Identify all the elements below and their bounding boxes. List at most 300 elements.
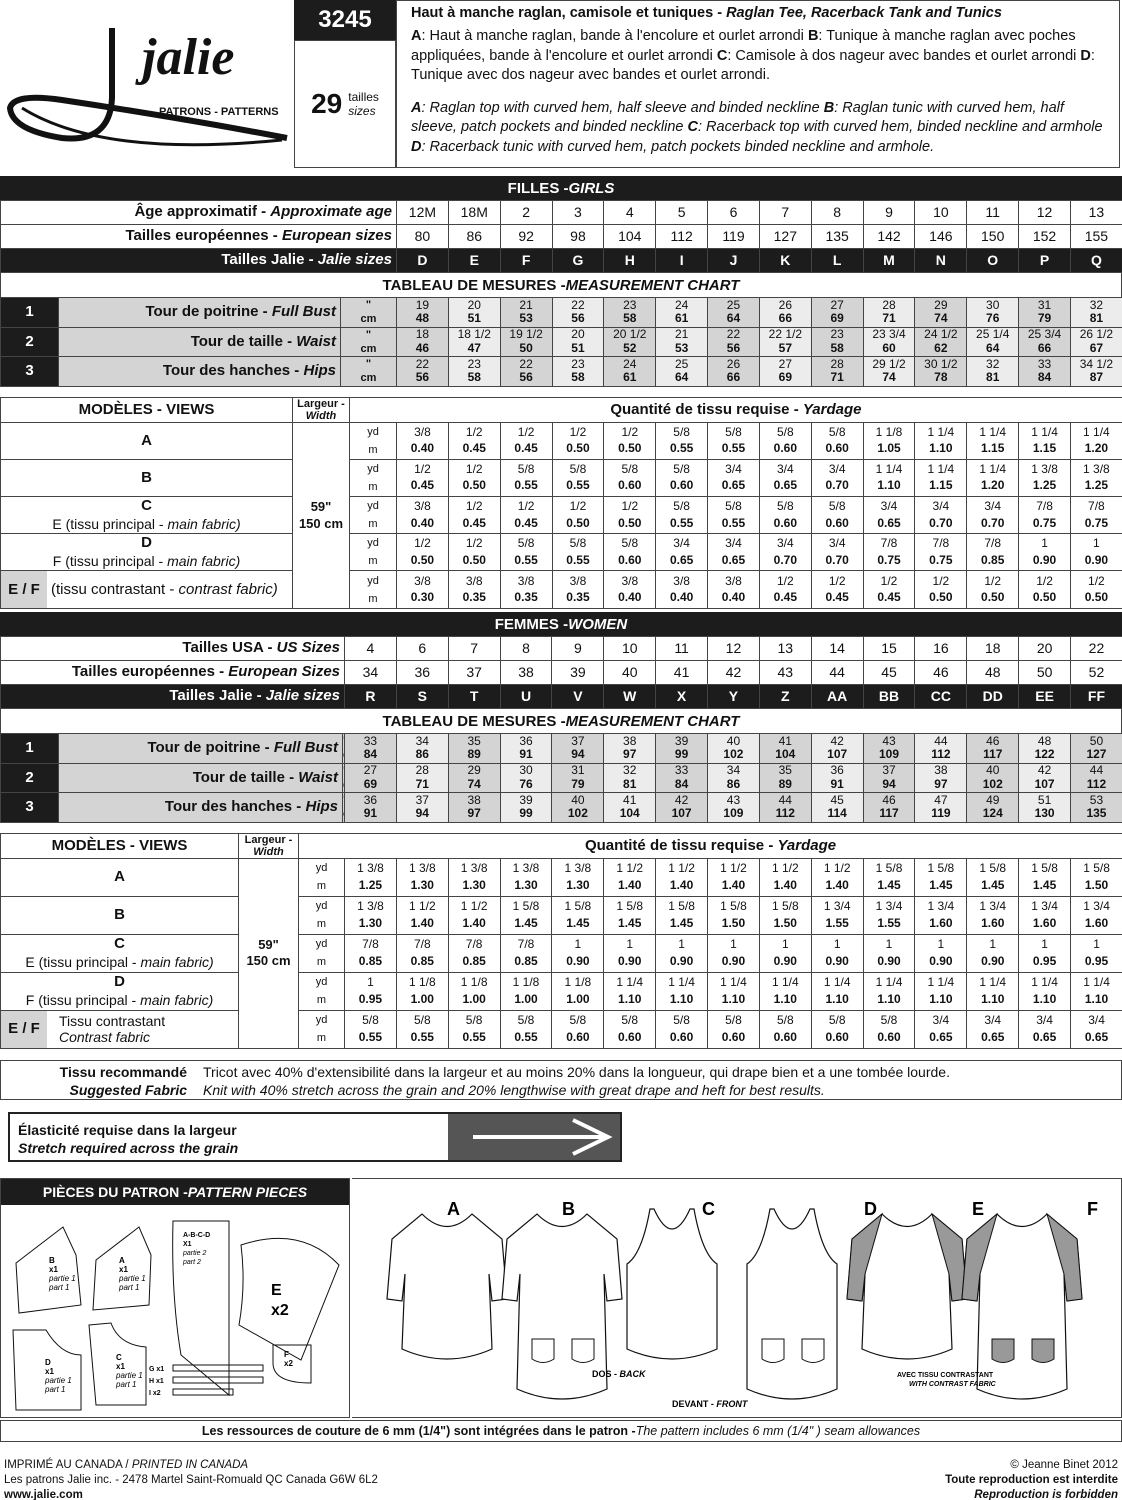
- fabric-label-fr: Tissu recommandé: [59, 1064, 187, 1080]
- yard-m: 1.45: [929, 877, 953, 892]
- measure-inch: 44: [934, 733, 948, 748]
- view-label-d: D: [864, 1199, 877, 1219]
- girls-yard-cell: [708, 496, 760, 533]
- yard-m: 0.65: [877, 515, 901, 530]
- women-size-cell: 9: [552, 637, 604, 661]
- women-size-cell: Z: [759, 685, 811, 709]
- fabric-label-en: Suggested Fabric: [69, 1082, 187, 1099]
- yard-yd: 1/2: [465, 536, 483, 551]
- yard-yd: 1: [626, 937, 634, 952]
- girls-yard-cell: [448, 459, 500, 496]
- women-yard-cell: [448, 896, 500, 934]
- measure-inch: 22: [415, 356, 430, 371]
- yard-m: 1.45: [514, 915, 538, 930]
- yard-yd: 1 1/8: [512, 975, 540, 990]
- measure-cm: 71: [882, 311, 896, 326]
- yard-yd: 5/8: [673, 1013, 690, 1028]
- view-letter: D: [141, 534, 152, 552]
- girls-size-cell: 6: [708, 201, 760, 225]
- girls-yard-cell: [500, 422, 552, 459]
- front-label: DEVANT - FRONT: [672, 1399, 748, 1409]
- sizes-en: sizes: [348, 104, 376, 118]
- women-size-cell: 50: [1019, 661, 1071, 685]
- girls-yard-cell: [863, 534, 915, 571]
- women-measure-cell: [396, 793, 448, 823]
- yard-yd: 3/8: [517, 573, 535, 588]
- contrast-tag: E / F: [1, 571, 47, 608]
- girls-yard-cell: [759, 534, 811, 571]
- women-yard-cell: [1019, 896, 1071, 934]
- girls-size-cell: K: [759, 249, 811, 273]
- women-yard-cell: [811, 858, 863, 896]
- measure-cm: 56: [519, 370, 533, 385]
- title: [411, 4, 1105, 23]
- yard-m: 0.90: [566, 953, 590, 968]
- girls-measure-units: [341, 357, 397, 387]
- qty-fr: Quantité de tissu requise -: [584, 836, 778, 854]
- women-size-table: [0, 636, 1122, 709]
- girls-yard-cell: [656, 571, 708, 609]
- women-view-label: [1, 1010, 239, 1048]
- desc-fr-text-3: : Tunique avec dos nageur avec bandes et ourlet arrondi.: [411, 47, 1095, 83]
- women-width-header: [239, 833, 299, 858]
- yard-yd: 1 3/8: [1031, 461, 1058, 476]
- girls-row-label-fr: Âge approximatif -: [134, 203, 271, 221]
- logo-swoosh-icon: [2, 8, 292, 158]
- girls-size-cell: 152: [1019, 225, 1071, 249]
- measure-cm: 107: [671, 806, 692, 821]
- yard-yd: 1 5/8: [564, 899, 592, 914]
- yard-yd: 7/8: [932, 536, 950, 551]
- yard-m: 0.60: [825, 1029, 849, 1044]
- yard-m: 1.40: [773, 877, 797, 892]
- girls-measure-index: 3: [1, 357, 59, 387]
- yard-m: 1.60: [1084, 915, 1109, 930]
- measure-inch: 30: [519, 763, 533, 778]
- yard-m: 0.45: [877, 590, 901, 605]
- women-yard-cell: [345, 896, 397, 934]
- desc-en-text-1: : Raglan tunic with curved hem, half sleeve, patch pockets and binded neckline: [411, 100, 1064, 136]
- yard-yd: 5/8: [673, 498, 690, 513]
- unit-yd: yd: [315, 1014, 328, 1027]
- unit-yd: yd: [315, 976, 328, 989]
- yard-yd: 1/2: [414, 461, 431, 476]
- yard-m: 0.90: [929, 953, 953, 968]
- measure-cm: 117: [983, 747, 1003, 762]
- yard-m: 0.60: [721, 1029, 746, 1044]
- yard-m: 0.65: [773, 478, 797, 493]
- women-yard-cell: [604, 896, 656, 934]
- yard-m: 0.55: [358, 1029, 383, 1044]
- women-measure-cell: [759, 763, 811, 793]
- patch-pocket: [1032, 1339, 1054, 1363]
- measure-cm: 74: [882, 370, 896, 385]
- girls-size-cell: 12M: [397, 201, 449, 225]
- girls-yard-cell: [863, 422, 915, 459]
- measure-inch: 29: [934, 297, 948, 312]
- yard-m: 0.85: [410, 953, 434, 968]
- girls-measure-cell: [552, 327, 604, 357]
- yard-yd: 1 1/2: [668, 861, 695, 876]
- piece-a-b-c-d: A-B-C-D X1 partie 2 part 2: [183, 1232, 211, 1266]
- yard-m: 0.55: [410, 1029, 434, 1044]
- yard-yd: 1 3/4: [979, 899, 1007, 914]
- yard-m: 1.10: [1084, 991, 1109, 1006]
- yard-yd: 1 5/8: [668, 899, 695, 914]
- yard-yd: 1/2: [1088, 573, 1105, 588]
- yard-yd: 1 1/8: [875, 424, 903, 439]
- girls-yard-cell: [967, 459, 1019, 496]
- women-yard-cell: [656, 858, 708, 896]
- measure-inch: 24 1/2: [924, 327, 958, 342]
- girls-yard-cell: [552, 422, 604, 459]
- yard-m: 1.55: [825, 915, 849, 930]
- girls-measure-cell: [500, 357, 552, 387]
- measure-cm: 94: [882, 776, 896, 791]
- women-measure-cell: [967, 734, 1019, 764]
- girls-yard-cell: [397, 459, 449, 496]
- yard-yd: 3/4: [880, 498, 898, 513]
- yard-m: 1.10: [1032, 991, 1057, 1006]
- girls-yard-cell: [1019, 496, 1071, 533]
- measure-cm: 74: [934, 311, 948, 326]
- girls-yard-cell: [500, 534, 552, 571]
- women-measure-cell: [1071, 734, 1122, 764]
- measure-cm: 64: [986, 340, 1000, 355]
- girls-measure-label: [59, 357, 341, 387]
- yard-m: 0.60: [618, 478, 642, 493]
- yard-yd: 3/4: [776, 536, 794, 551]
- girls-measure-cell: [811, 298, 863, 328]
- yard-m: 0.85: [514, 953, 538, 968]
- yard-yd: 1: [678, 937, 685, 952]
- women-yard-cell: [552, 934, 604, 972]
- girls-measure-cell: [448, 327, 500, 357]
- yard-yd: 3/4: [932, 1013, 950, 1028]
- measure-inch: 39: [674, 733, 689, 748]
- garment-views: [352, 1178, 1122, 1418]
- width-cm: 150 cm: [298, 515, 344, 531]
- desc-en-key-2: C: [687, 119, 698, 136]
- yard-m: 0.60: [566, 1029, 590, 1044]
- yard-yd: 1: [730, 937, 737, 952]
- women-yard-cell: [708, 1010, 760, 1048]
- title-en: Raglan Tee, Racerback Tank and Tunics: [726, 5, 1002, 21]
- girls-measure-cell: [1070, 327, 1122, 357]
- yard-m: 0.70: [825, 478, 849, 493]
- yard-yd: 7/8: [465, 937, 483, 952]
- women-measure-cell: [656, 793, 708, 823]
- women-measure-index: 3: [1, 793, 59, 823]
- yard-yd: 5/8: [725, 498, 742, 513]
- women-yard-cell: [708, 972, 760, 1010]
- yard-yd: 1 1/4: [616, 975, 644, 990]
- yard-m: 0.30: [410, 590, 435, 605]
- unit-yd: yd: [315, 862, 328, 875]
- girls-size-cell: O: [967, 249, 1019, 273]
- women-size-cell: 38: [500, 661, 552, 685]
- yard-m: 0.35: [514, 590, 538, 605]
- girls-view-label: [1, 459, 293, 496]
- measure-inch: 20 1/2: [613, 327, 647, 342]
- girls-yard-units: [350, 496, 397, 533]
- measure-cm: 50: [519, 340, 533, 355]
- women-size-cell: 18: [967, 637, 1019, 661]
- measure-cm: 117: [879, 806, 899, 821]
- women-yard-cell: [396, 934, 448, 972]
- women-measure-cell: [863, 763, 915, 793]
- girls-measure-cell: [759, 357, 811, 387]
- yard-yd: 1 3/8: [512, 861, 540, 876]
- girls-size-cell: 155: [1070, 225, 1122, 249]
- girls-row-label: [1, 249, 397, 273]
- yard-yd: 1 3/4: [927, 899, 955, 914]
- yard-m: 0.60: [669, 478, 694, 493]
- yard-yd: 3/4: [725, 461, 742, 476]
- girls-size-cell: F: [500, 249, 552, 273]
- view-letter: C: [114, 935, 125, 953]
- measure-cm: 81: [623, 776, 637, 791]
- yard-yd: 5/8: [776, 424, 794, 439]
- measure-inch: 44: [1089, 763, 1104, 778]
- measure-cm: 69: [830, 311, 844, 326]
- women-yard-cell: [345, 972, 397, 1010]
- women-measure-cell: [345, 763, 397, 793]
- women-measure-cell: [1071, 763, 1122, 793]
- desc-fr-text-0: : Haut à manche raglan, bande à l'encolure et ourlet arrondi: [421, 28, 808, 45]
- measure-cm: 97: [467, 806, 481, 821]
- girls-yard-cell: [811, 534, 863, 571]
- yard-yd: 5/8: [621, 1013, 639, 1028]
- measure-cm: 102: [723, 747, 744, 762]
- girls-yard-cell: [863, 459, 915, 496]
- yard-m: 0.90: [1084, 552, 1109, 567]
- contrast-note-fr: AVEC TISSU CONTRASTANT: [897, 1372, 994, 1379]
- yard-m: 0.40: [669, 590, 694, 605]
- yard-m: 1.25: [358, 877, 383, 892]
- girls-yard-cell: [915, 571, 967, 609]
- women-yard-cell: [759, 1010, 811, 1048]
- girls-measure-label: [59, 298, 341, 328]
- views-diagram: [352, 1179, 1120, 1417]
- yard-yd: 1 5/8: [616, 899, 644, 914]
- yard-yd: 3/8: [414, 424, 431, 439]
- women-size-cell: 11: [656, 637, 708, 661]
- women-yard-cell: [656, 1010, 708, 1048]
- girls-measure-cell: [1019, 327, 1071, 357]
- yard-m: 1.15: [981, 441, 1005, 456]
- measure-inch: 25: [674, 356, 689, 371]
- desc-en-text-2: : Racerback top with curved hem, binded neckline and armhole: [697, 119, 1103, 136]
- yard-m: 0.60: [825, 441, 849, 456]
- girls-yard-cell: [1019, 422, 1071, 459]
- girls-yard-units: [350, 571, 397, 609]
- garment-outline: [747, 1209, 837, 1399]
- measure-cm: 62: [934, 340, 948, 355]
- girls-yard-cell: [967, 571, 1019, 609]
- measure-cm: 89: [467, 747, 481, 762]
- yard-m: 1.30: [410, 877, 434, 892]
- measure-cm: 94: [571, 747, 585, 762]
- girls-yard-cell: [1070, 496, 1122, 533]
- yard-yd: 5/8: [828, 1013, 846, 1028]
- measure-inch: 40: [726, 733, 741, 748]
- women-yard-cell: [500, 934, 552, 972]
- girls-row-label-fr: Tailles Jalie -: [221, 251, 318, 269]
- yard-yd: 1/2: [932, 573, 950, 588]
- yard-yd: 5/8: [673, 461, 690, 476]
- measure-cm: 61: [623, 370, 637, 385]
- unit-cm: [343, 807, 344, 821]
- measure-cm: 79: [1037, 311, 1052, 326]
- yard-yd: 5/8: [880, 1013, 898, 1028]
- view-label-b: B: [562, 1199, 575, 1219]
- measure-cm: 56: [726, 340, 741, 355]
- measure-inch: 27: [830, 297, 844, 312]
- girls-yard-cell: [604, 496, 656, 533]
- girls-yard-cell: [448, 571, 500, 609]
- women-size-cell: X: [656, 685, 708, 709]
- yard-yd: 1/2: [776, 573, 794, 588]
- women-yard-cell: [396, 1010, 448, 1048]
- girls-yard-cell: [656, 496, 708, 533]
- measure-inch: 23 3/4: [872, 327, 906, 342]
- yard-m: 0.90: [1032, 552, 1057, 567]
- women-measure-cell: [448, 763, 500, 793]
- width-fr: Largeur -: [244, 833, 293, 846]
- women-yard-cell: [448, 1010, 500, 1048]
- yard-m: 0.95: [1084, 953, 1109, 968]
- girls-yard-cell: [863, 496, 915, 533]
- women-measure-cell: [708, 734, 760, 764]
- yard-m: 1.25: [1032, 478, 1057, 493]
- yard-m: 0.65: [1084, 1029, 1109, 1044]
- measure-inch: 37: [415, 792, 429, 807]
- girls-measure-cell: [1070, 357, 1122, 387]
- measure-inch: 33: [674, 763, 689, 778]
- yard-m: 1.30: [514, 877, 538, 892]
- women-measure-cell: [396, 763, 448, 793]
- yard-yd: 1/2: [569, 498, 587, 513]
- girls-view-label: [1, 571, 293, 609]
- girls-yard-cell: [397, 534, 449, 571]
- girls-yard-cell: [552, 534, 604, 571]
- measure-inch: 26: [778, 297, 792, 312]
- yard-yd: 1 1/4: [1031, 975, 1058, 990]
- yard-yd: 1 3/8: [460, 861, 488, 876]
- women-qty-header: [299, 833, 1122, 858]
- women-row-label-fr: Tailles USA -: [182, 639, 277, 657]
- yard-m: 0.65: [981, 1029, 1005, 1044]
- girls-width-header: [293, 397, 350, 422]
- yard-m: 0.35: [566, 590, 590, 605]
- measure-cm: 58: [623, 311, 637, 326]
- girls-yard-cell: [1070, 459, 1122, 496]
- measure-cm: 84: [1037, 370, 1052, 385]
- measure-cm: 76: [986, 311, 1000, 326]
- girls-measure-cell: [708, 357, 760, 387]
- measure-inch: 46: [882, 792, 896, 807]
- women-view-label: [1, 934, 239, 972]
- women-measure-fr: Tour de taille -: [192, 768, 299, 786]
- yard-m: 1.00: [514, 991, 538, 1006]
- girls-size-cell: 13: [1070, 201, 1122, 225]
- yard-yd: 1 1/2: [720, 861, 747, 876]
- measure-cm: 99: [674, 747, 689, 762]
- women-measure-cell: [967, 793, 1019, 823]
- yard-m: 0.75: [929, 552, 953, 567]
- women-yard-cell: [759, 858, 811, 896]
- women-measure-cell: [1019, 763, 1071, 793]
- girls-size-cell: 142: [863, 225, 915, 249]
- measure-inch: 23: [467, 356, 481, 371]
- women-yard-cell: [396, 896, 448, 934]
- yard-m: 0.50: [618, 515, 642, 530]
- measure-inch: 22: [519, 356, 533, 371]
- girls-yard-units: [350, 422, 397, 459]
- website-link[interactable]: www.jalie.com: [4, 1488, 83, 1500]
- measure-cm: 67: [1089, 340, 1104, 355]
- girls-size-cell: 150: [967, 225, 1019, 249]
- patch-pocket: [762, 1339, 784, 1363]
- measure-inch: 35: [778, 763, 792, 778]
- women-yard-cell: [811, 934, 863, 972]
- girls-size-cell: 10: [915, 201, 967, 225]
- yard-m: 1.20: [1084, 441, 1109, 456]
- yard-yd: 3/4: [1036, 1013, 1053, 1028]
- yard-m: 0.75: [1032, 515, 1057, 530]
- unit-inch: [343, 764, 344, 778]
- yard-m: 0.70: [981, 515, 1005, 530]
- width-en: Width: [305, 409, 337, 422]
- yard-m: 1.40: [618, 877, 642, 892]
- reproduction-en: Reproduction is forbidden: [974, 1488, 1118, 1500]
- women-size-cell: 43: [759, 661, 811, 685]
- yard-yd: 1/2: [1036, 573, 1053, 588]
- measure-cm: 119: [931, 806, 951, 821]
- sizes-fr: tailles: [348, 89, 379, 104]
- measure-inch: 28: [415, 763, 429, 778]
- women-measure-fr: Tour des hanches -: [164, 798, 306, 816]
- view-letter: A: [114, 868, 125, 886]
- women-yard-cell: [604, 1010, 656, 1048]
- stretch-en: Stretch required across the grain: [18, 1140, 239, 1157]
- girls-yard-cell: [604, 571, 656, 609]
- women-row-label: [1, 685, 345, 709]
- yard-m: 0.40: [410, 441, 435, 456]
- yard-yd: 1: [937, 937, 945, 952]
- yard-m: 0.45: [410, 478, 435, 493]
- measure-inch: 36: [830, 763, 844, 778]
- measure-inch: 43: [882, 733, 896, 748]
- girls-measure-fr: Tour de poitrine -: [145, 303, 272, 321]
- yard-yd: 5/8: [465, 1013, 483, 1028]
- women-measure-table: [0, 733, 1122, 823]
- girls-yard-cell: [1070, 571, 1122, 609]
- measure-cm: 64: [726, 311, 741, 326]
- measure-inch: 20: [467, 297, 481, 312]
- women-measure-cell: [448, 793, 500, 823]
- yard-m: 0.60: [618, 552, 642, 567]
- women-yardage-table: [0, 833, 1122, 1049]
- girls-size-cell: 3: [552, 201, 604, 225]
- yard-m: 0.60: [825, 515, 849, 530]
- yard-yd: 3/4: [828, 536, 846, 551]
- girls-measure-cell: [1070, 298, 1122, 328]
- girls-measure-cell: [1019, 298, 1071, 328]
- girls-size-cell: M: [863, 249, 915, 273]
- measure-inch: 31: [571, 763, 585, 778]
